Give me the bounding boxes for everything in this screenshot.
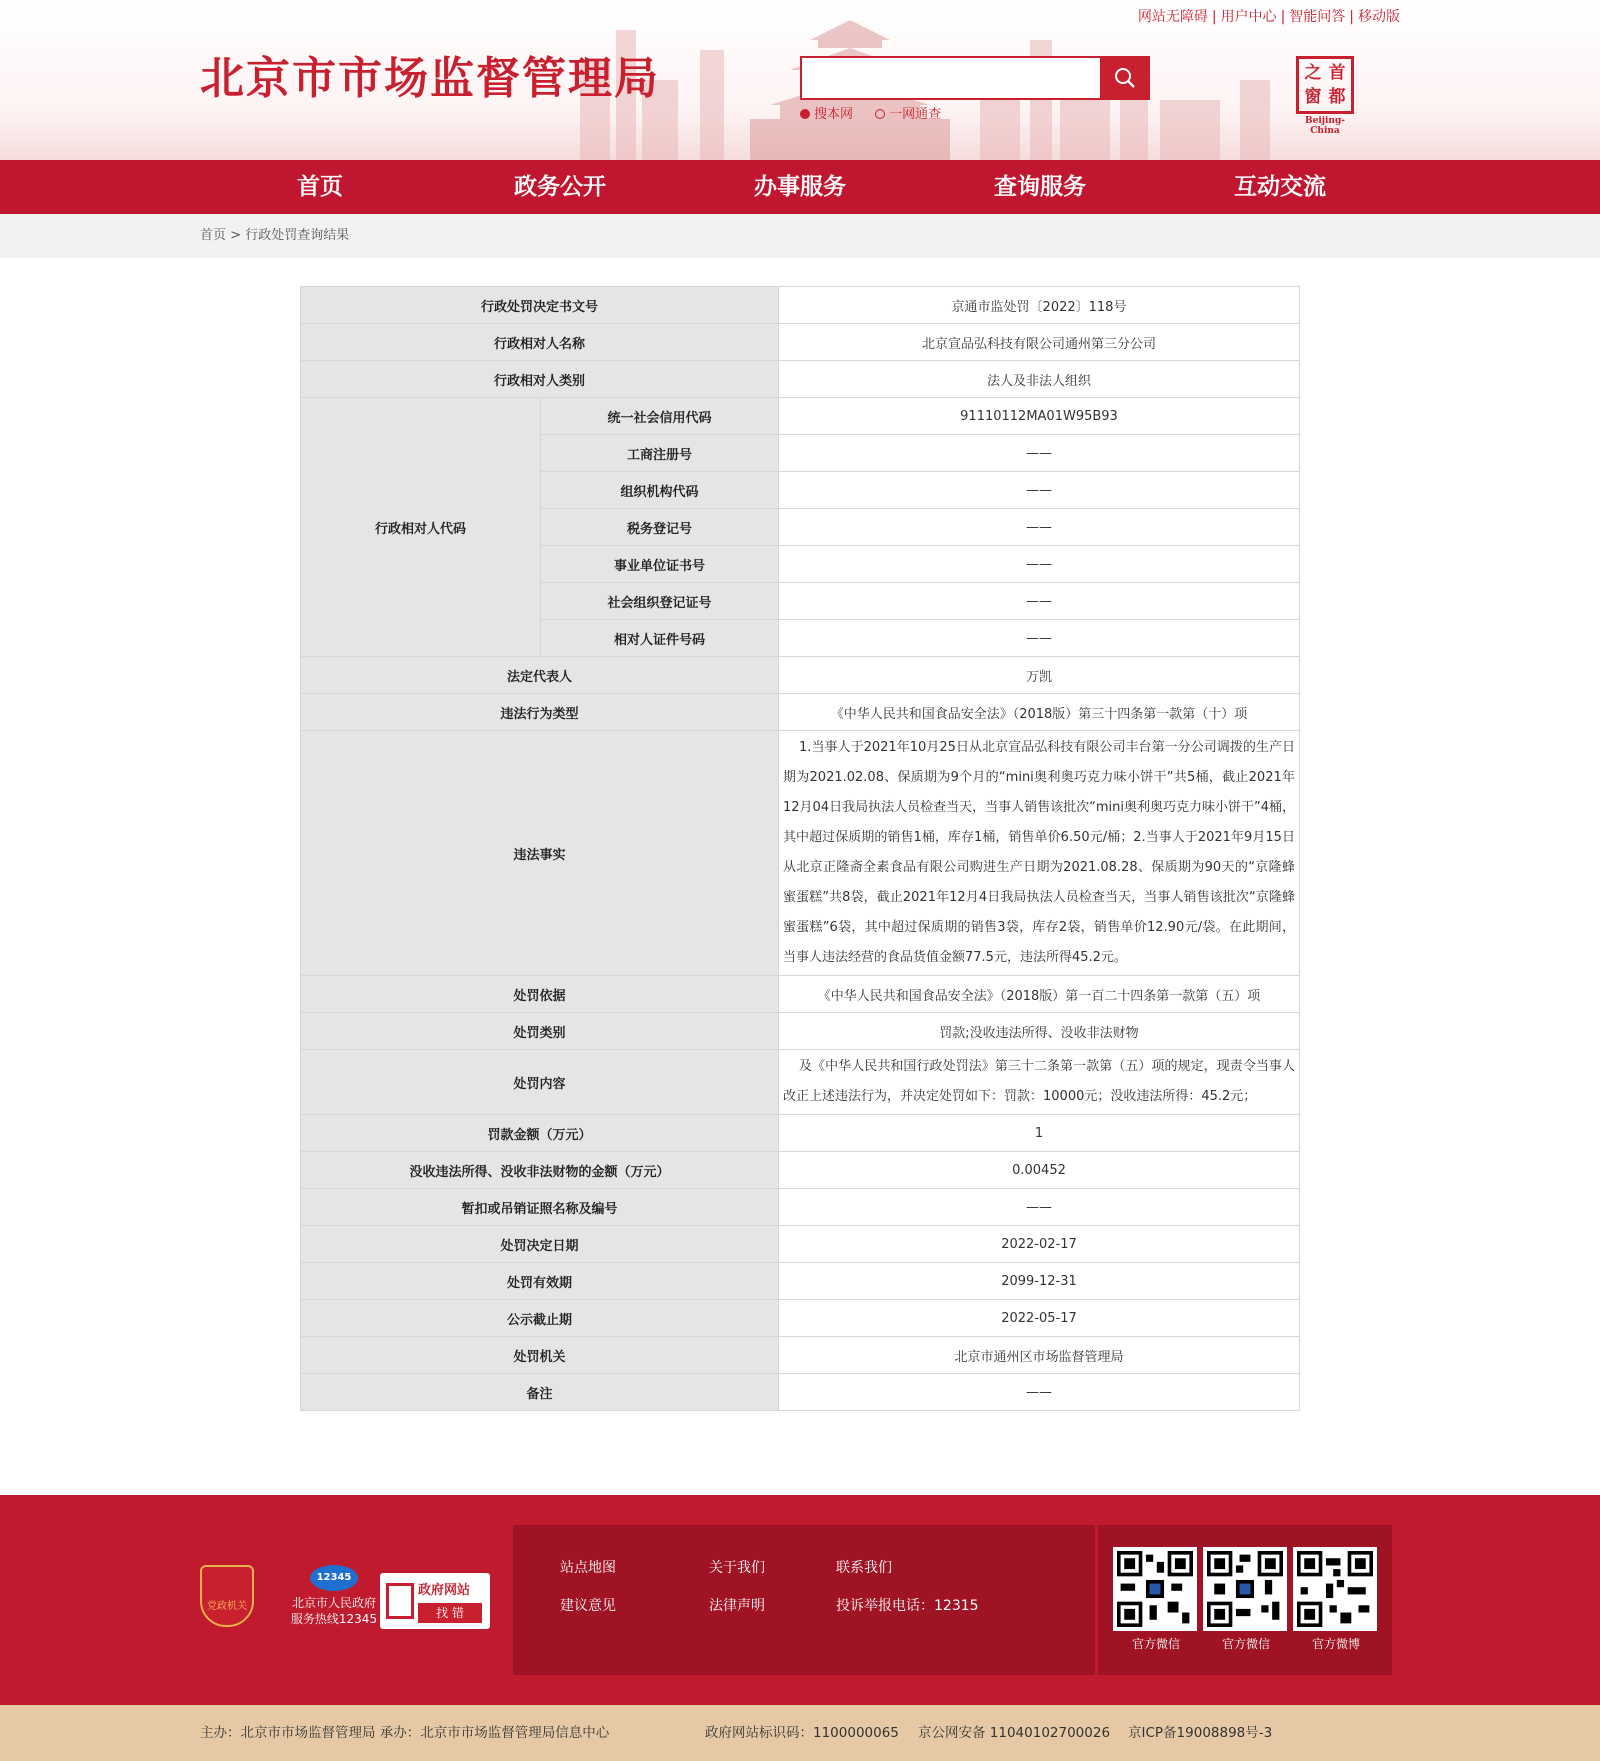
legal-rep-label: 法定代表人 <box>301 657 779 694</box>
facts-value: 1.当事人于2021年10月25日从北京宣品弘科技有限公司丰台第一分公司调拨的生产日期为2021.02.08、保质期为9个月的“mini奥利奥巧克力味小饼干”共5桶，截止2021年12月04日我局执法人员检查当天，当事人销售该批次“mini奥利奥巧克力味小饼干”4桶，其中超过保质期的销售1桶，库存1桶，销售单价6.50元/桶；2.当事人于2021年9月15日从北京正隆斋全素食品有限公司购进生产日期为2021.08.28、保质期为90天的“京隆蜂蜜蛋糕”共8袋，截止2021年12月4日我局执法人员检查当天，当事人销售该批次“京隆蜂蜜蛋糕”6袋，其中超过保质期的销售3袋，库存2袋，销售单价12.90元/袋。在此期间，当事人违法经营的食品货值金额77.5元，违法所得45.2元。 <box>779 731 1300 976</box>
party-gov-badge[interactable] <box>200 1565 254 1627</box>
search-scope-site[interactable] <box>800 107 853 122</box>
table-row <box>301 976 1300 1013</box>
table-row <box>301 398 1300 435</box>
radio-selected-icon <box>800 109 810 119</box>
nav-government-affairs[interactable]: 政务公开 <box>514 174 606 200</box>
nav-home[interactable]: 首页 <box>297 174 343 200</box>
remark-value: —— <box>779 1374 1300 1411</box>
social-org-value: —— <box>779 583 1300 620</box>
footer-links <box>513 1525 1095 1675</box>
remark-label: 备注 <box>301 1374 779 1411</box>
seal-icon <box>1296 56 1354 114</box>
tax-reg-label: 税务登记号 <box>541 509 779 546</box>
party-code-label: 行政相对人代码 <box>301 398 541 657</box>
top-links: 网站无障碍 | 用户中心 | 智能问答 | 移动版 <box>1137 9 1400 25</box>
publish-until-value: 2022-05-17 <box>779 1300 1300 1337</box>
footer-qr-codes <box>1098 1525 1392 1675</box>
site-footer <box>0 1495 1600 1705</box>
party-type-value: 法人及非法人组织 <box>779 361 1300 398</box>
org-code-label: 组织机构代码 <box>541 472 779 509</box>
table-row <box>301 1152 1300 1189</box>
social-org-label: 社会组织登记证号 <box>541 583 779 620</box>
decision-date-value: 2022-02-17 <box>779 1226 1300 1263</box>
violation-type-value: 《中华人民共和国食品安全法》（2018版）第三十四条第一款第（十）项 <box>779 694 1300 731</box>
fine-value: 1 <box>779 1115 1300 1152</box>
site-header <box>0 0 1600 160</box>
basis-label: 处罚依据 <box>301 976 779 1013</box>
party-gov-badge-label: 党政机关 <box>207 1601 247 1612</box>
breadcrumb <box>0 214 1600 258</box>
breadcrumb-home[interactable]: 首页 <box>200 228 227 243</box>
doc-no-label: 行政处罚决定书文号 <box>301 287 779 324</box>
qr-wechat-1[interactable] <box>1113 1547 1199 1652</box>
hotline-line1: 北京市人民政府 <box>291 1596 376 1610</box>
search-input[interactable] <box>802 58 1102 98</box>
qr-wechat-2[interactable] <box>1203 1547 1289 1652</box>
institution-cert-label: 事业单位证书号 <box>541 546 779 583</box>
qr-label: 官方微博 <box>1311 1637 1360 1651</box>
facts-label: 违法事实 <box>301 731 779 976</box>
table-row <box>301 1226 1300 1263</box>
penalty-detail-table <box>300 286 1300 1411</box>
table-row <box>301 1115 1300 1152</box>
hotline-12345[interactable] <box>284 1565 384 1627</box>
user-center-link[interactable]: 用户中心 <box>1220 9 1277 25</box>
qr-weibo[interactable] <box>1293 1547 1379 1652</box>
authority-value: 北京市通州区市场监督管理局 <box>779 1337 1300 1374</box>
license-value: —— <box>779 1189 1300 1226</box>
id-number-label: 相对人证件号码 <box>541 620 779 657</box>
table-row <box>301 1374 1300 1411</box>
gov-err-title: 政府网站 <box>418 1583 471 1598</box>
nav-query[interactable]: 查询服务 <box>994 174 1086 200</box>
authority-label: 处罚机关 <box>301 1337 779 1374</box>
icp-record[interactable]: 京ICP备19008898号-3 <box>1128 1725 1273 1741</box>
seal-caption: Beijing-China <box>1305 116 1345 136</box>
fine-label: 罚款金额（万元） <box>301 1115 779 1152</box>
confiscated-value: 0.00452 <box>779 1152 1300 1189</box>
credit-code-value: 91110112MA01W95B93 <box>779 398 1300 435</box>
seal-char: 首 <box>1328 63 1346 83</box>
table-row <box>301 287 1300 324</box>
violation-type-label: 违法行为类型 <box>301 694 779 731</box>
breadcrumb-current: 行政处罚查询结果 <box>245 228 350 243</box>
legal-link[interactable]: 法律声明 <box>709 1598 765 1614</box>
confiscated-label: 没收违法所得、没收非法财物的金额（万元） <box>301 1152 779 1189</box>
footer-bottom-bar <box>0 1705 1600 1761</box>
nav-interaction[interactable]: 互动交流 <box>1234 174 1326 200</box>
search-scope-site-label: 搜本网 <box>814 107 854 122</box>
table-row <box>301 1050 1300 1115</box>
category-value: 罚款;没收违法所得、没收非法财物 <box>779 1013 1300 1050</box>
report-hotline: 投诉举报电话：12315 <box>836 1598 979 1614</box>
feedback-link[interactable]: 建议意见 <box>560 1598 616 1614</box>
search-scope-all-label: 一网通查 <box>889 107 942 122</box>
category-label: 处罚类别 <box>301 1013 779 1050</box>
capital-window-logo[interactable] <box>1294 56 1356 136</box>
contact-link[interactable]: 联系我们 <box>836 1560 892 1576</box>
basis-value: 《中华人民共和国食品安全法》（2018版）第一百二十四条第一款第（五）项 <box>779 976 1300 1013</box>
seal-char: 都 <box>1328 87 1346 107</box>
site-title: 北京市市场监督管理局 <box>200 53 660 104</box>
table-row <box>301 1300 1300 1337</box>
publish-until-label: 公示截止期 <box>301 1300 779 1337</box>
seal-char: 之 <box>1304 63 1322 83</box>
qr-label: 官方微信 <box>1221 1637 1270 1651</box>
search-icon <box>1114 67 1136 89</box>
breadcrumb-separator: > <box>230 228 242 243</box>
table-row <box>301 694 1300 731</box>
decision-date-label: 处罚决定日期 <box>301 1226 779 1263</box>
party-name-label: 行政相对人名称 <box>301 324 779 361</box>
institution-cert-value: —— <box>779 546 1300 583</box>
valid-until-label: 处罚有效期 <box>301 1263 779 1300</box>
table-row <box>301 731 1300 976</box>
table-row <box>301 657 1300 694</box>
org-code-value: —— <box>779 472 1300 509</box>
business-reg-label: 工商注册号 <box>541 435 779 472</box>
table-row <box>301 324 1300 361</box>
radio-icon <box>875 109 885 119</box>
smart-qa-link[interactable]: 智能问答 <box>1289 9 1346 25</box>
table-row <box>301 1337 1300 1374</box>
qr-code-icon <box>1113 1547 1197 1631</box>
id-number-value: —— <box>779 620 1300 657</box>
magnifier-doc-icon <box>386 1583 414 1619</box>
sitemap-link[interactable]: 站点地图 <box>560 1560 616 1576</box>
table-row <box>301 361 1300 398</box>
party-type-label: 行政相对人类别 <box>301 361 779 398</box>
seal-char: 窗 <box>1304 87 1322 107</box>
search-box <box>800 56 1150 100</box>
tax-reg-value: —— <box>779 509 1300 546</box>
table-row <box>301 1263 1300 1300</box>
host-info: 主办：北京市市场监督管理局 承办：北京市市场监督管理局信息中心 <box>200 1725 610 1741</box>
content-label: 处罚内容 <box>301 1050 779 1115</box>
valid-until-value: 2099-12-31 <box>779 1263 1300 1300</box>
qr-label: 官方微信 <box>1131 1637 1180 1651</box>
search-scope <box>800 103 959 122</box>
legal-rep-value: 万凯 <box>779 657 1300 694</box>
mobile-link[interactable]: 移动版 <box>1358 9 1400 25</box>
credit-code-label: 统一社会信用代码 <box>541 398 779 435</box>
qr-code-icon <box>1293 1547 1377 1631</box>
accessibility-link[interactable]: 网站无障碍 <box>1137 9 1208 25</box>
gov-err-button: 找 错 <box>418 1603 482 1623</box>
content-value: 及《中华人民共和国行政处罚法》第三十二条第一款第（五）项的规定，现责令当事人改正上述违法行为，并决定处罚如下：罚款：10000元；没收违法所得：45.2元； <box>779 1050 1300 1115</box>
police-record[interactable]: 京公网安备 11040102700026 <box>918 1725 1111 1741</box>
nav-services[interactable]: 办事服务 <box>754 174 846 200</box>
doc-no-value: 京通市监处罚〔2022〕118号 <box>779 287 1300 324</box>
hotline-logo-icon: 12345 <box>310 1565 358 1591</box>
about-link[interactable]: 关于我们 <box>709 1560 765 1576</box>
table-row <box>301 1189 1300 1226</box>
main-nav <box>0 160 1600 214</box>
qr-code-icon <box>1203 1547 1287 1631</box>
search-button[interactable] <box>1100 56 1150 100</box>
license-label: 暂扣或吊销证照名称及编号 <box>301 1189 779 1226</box>
business-reg-value: —— <box>779 435 1300 472</box>
gov-site-code: 政府网站标识码：1100000065 <box>705 1725 899 1741</box>
main-content <box>0 258 1600 1411</box>
table-row <box>301 1013 1300 1050</box>
gov-site-error-report[interactable] <box>380 1573 490 1629</box>
party-name-value: 北京宣品弘科技有限公司通州第三分公司 <box>779 324 1300 361</box>
search-scope-all[interactable] <box>875 107 941 122</box>
hotline-line2: 服务热线12345 <box>290 1612 378 1626</box>
